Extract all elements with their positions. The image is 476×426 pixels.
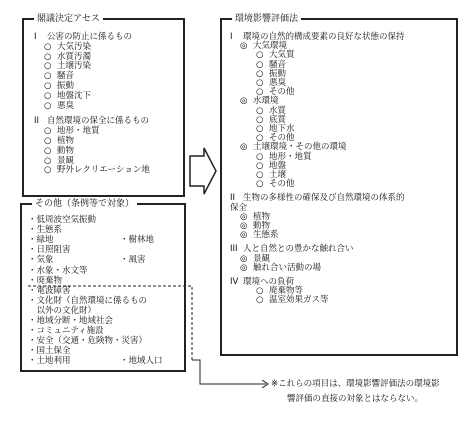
- item-marker: ○: [256, 133, 264, 144]
- item-text: ・文化財（自然環境に係るもの: [28, 295, 148, 306]
- eia-law-box: [220, 14, 458, 356]
- item-text: 水質汚濁: [57, 51, 92, 62]
- box-c-item: [240, 263, 321, 274]
- item-marker: III: [230, 244, 238, 255]
- cabinet-assessment-title: 閣議決定アセス: [34, 12, 103, 26]
- item-marker: ○: [44, 145, 52, 156]
- item-text: 環境への負荷: [243, 277, 295, 287]
- box-c-item: [256, 295, 329, 306]
- item-text: 廃棄物等: [269, 286, 304, 297]
- item-text: 騒音: [269, 59, 287, 70]
- item-marker: ○: [44, 61, 52, 72]
- item-text: 植物: [57, 136, 75, 146]
- item-text: 地盤沈下: [57, 90, 92, 101]
- item-text: 振動: [57, 81, 75, 91]
- item-text: 地形・地質: [57, 126, 100, 137]
- right-arrow-icon: [190, 148, 216, 194]
- box-b-item: [28, 306, 96, 317]
- item-marker: ○: [256, 160, 264, 171]
- item-text: ・地域分断・地域社会: [28, 316, 114, 326]
- item-marker: ○: [256, 50, 264, 61]
- box-b-item: [28, 316, 113, 327]
- box-a-item: [44, 101, 74, 112]
- cabinet-assessment-box: [22, 14, 185, 197]
- other-ordinance-box: [20, 199, 186, 372]
- item-text: 振動: [269, 68, 287, 79]
- item-marker: II: [34, 116, 40, 127]
- item-text: ・気象: [28, 255, 54, 266]
- item-marker: ◎: [240, 211, 248, 222]
- item-marker: II: [230, 193, 236, 204]
- item-marker: ◎: [240, 262, 248, 273]
- item-text-secondary: ・樹林地: [120, 235, 155, 246]
- item-text: 大気質: [269, 50, 295, 61]
- item-text: 大気環境: [253, 41, 288, 52]
- item-marker: ◎: [240, 96, 248, 107]
- item-text: ・緑地: [28, 235, 54, 246]
- item-marker: ○: [256, 105, 264, 116]
- item-marker: I: [34, 32, 37, 42]
- item-marker: ○: [256, 59, 264, 70]
- item-text: ・安全（交通・危険物・災害）: [28, 336, 148, 347]
- item-marker: ○: [44, 90, 52, 101]
- item-text: 公害の防止に係るもの: [47, 32, 133, 42]
- footnote-line-2: 響評価の直接の対象とはならない。: [287, 394, 424, 404]
- item-text: 地盤: [269, 160, 287, 171]
- item-marker: ○: [256, 295, 264, 306]
- item-text: ・生態系: [28, 225, 63, 236]
- item-text: 地形・地質: [269, 151, 312, 162]
- item-text: 土壌汚染: [57, 61, 92, 72]
- box-b-item: [28, 356, 163, 367]
- item-text: 自然環境の保全に係るもの: [47, 116, 150, 127]
- footnote-line-1: ※これらの項目は、環境影響評価法の環境影: [271, 379, 440, 389]
- note-pointer-line: [192, 360, 266, 384]
- item-text: ・土地利用: [28, 356, 71, 367]
- item-marker: ○: [44, 126, 52, 137]
- item-text: ・日照阻害: [28, 245, 71, 256]
- item-text: 植物: [253, 211, 271, 222]
- item-text: 動物: [57, 145, 75, 156]
- item-text: 騒音: [57, 71, 75, 82]
- item-text: ・国土保全: [28, 346, 71, 357]
- item-marker: ○: [44, 41, 52, 52]
- item-text: 生態系: [253, 230, 279, 241]
- item-text: 悪臭: [57, 100, 75, 111]
- item-text: ・廃棄物: [28, 275, 63, 286]
- item-text: 生物の多様性の確保及び自然環境の体系的: [243, 193, 405, 204]
- item-marker: ○: [44, 71, 52, 82]
- box-a-item: [44, 165, 150, 176]
- item-text: ・水象・水文等: [28, 265, 88, 276]
- item-text: 触れ合い活動の場: [253, 262, 322, 273]
- item-marker: ◎: [240, 142, 248, 153]
- item-marker: ○: [256, 114, 264, 125]
- item-text: 土壌環境・その他の環境: [253, 142, 347, 153]
- item-marker: ○: [44, 100, 52, 111]
- item-text: 水質: [269, 105, 287, 116]
- box-b-item: [28, 266, 88, 277]
- item-text: 以外の文化財）: [28, 305, 97, 316]
- box-c-item: [240, 230, 279, 241]
- item-marker: ○: [256, 179, 264, 190]
- item-text: 地下水: [269, 124, 295, 134]
- item-marker: ○: [256, 124, 264, 134]
- item-marker: ○: [256, 170, 264, 180]
- item-text: その他: [269, 179, 295, 190]
- item-marker: I: [230, 32, 233, 42]
- item-text: その他: [269, 133, 295, 144]
- box-b-item: [28, 296, 147, 307]
- box-b-item: [28, 255, 146, 266]
- item-marker: ◎: [240, 41, 248, 52]
- item-text: 環境の自然的構成要素の良好な状態の保持: [243, 32, 405, 42]
- item-text-secondary: ・風害: [120, 255, 146, 266]
- item-text: 温室効果ガス等: [269, 295, 329, 306]
- item-text-secondary: ・地域人口: [120, 356, 163, 367]
- item-text: 人と自然との豊かな触れ合い: [243, 244, 354, 255]
- item-text: 大気汚染: [57, 41, 92, 52]
- other-ordinance-title: その他（条例等で対象）: [32, 197, 137, 211]
- item-text: 景観: [253, 253, 271, 264]
- footnote: [271, 377, 440, 407]
- item-text: 底質: [269, 114, 287, 125]
- box-c-item: [256, 179, 295, 190]
- item-text: 悪臭: [269, 78, 287, 88]
- item-marker: ○: [256, 68, 264, 79]
- item-marker: ○: [44, 81, 52, 91]
- item-text: その他: [269, 87, 295, 98]
- item-text: ・コミュニティ施設: [28, 326, 104, 337]
- item-text: 動物: [253, 221, 271, 231]
- item-text: ・電波障害: [28, 285, 71, 296]
- item-marker: ○: [256, 87, 264, 98]
- item-text: 景観: [57, 155, 75, 166]
- item-marker: ○: [256, 78, 264, 88]
- item-marker: ○: [44, 165, 52, 176]
- item-text: ・低周波空気振動: [28, 215, 97, 225]
- item-marker: ◎: [240, 253, 248, 264]
- box-b-item: [28, 215, 96, 226]
- item-marker: ○: [256, 151, 264, 162]
- item-marker: ○: [256, 286, 264, 297]
- box-b-item: [28, 276, 62, 287]
- item-marker: ◎: [240, 221, 248, 231]
- eia-law-title: 環境影響評価法: [232, 12, 301, 26]
- item-marker: ◎: [240, 230, 248, 241]
- note-arrowhead-icon: [262, 380, 268, 388]
- box-c-item: [230, 193, 405, 204]
- item-marker: IV: [230, 277, 239, 287]
- box-b-item: [28, 286, 71, 297]
- item-marker: ○: [44, 155, 52, 166]
- item-text: 野外レクリエーション地: [57, 165, 150, 176]
- item-marker: ○: [44, 51, 52, 62]
- item-marker: ○: [44, 136, 52, 146]
- item-text: 土壌: [269, 170, 287, 180]
- item-text: 水環境: [253, 96, 279, 107]
- item-text: 保全: [230, 202, 248, 213]
